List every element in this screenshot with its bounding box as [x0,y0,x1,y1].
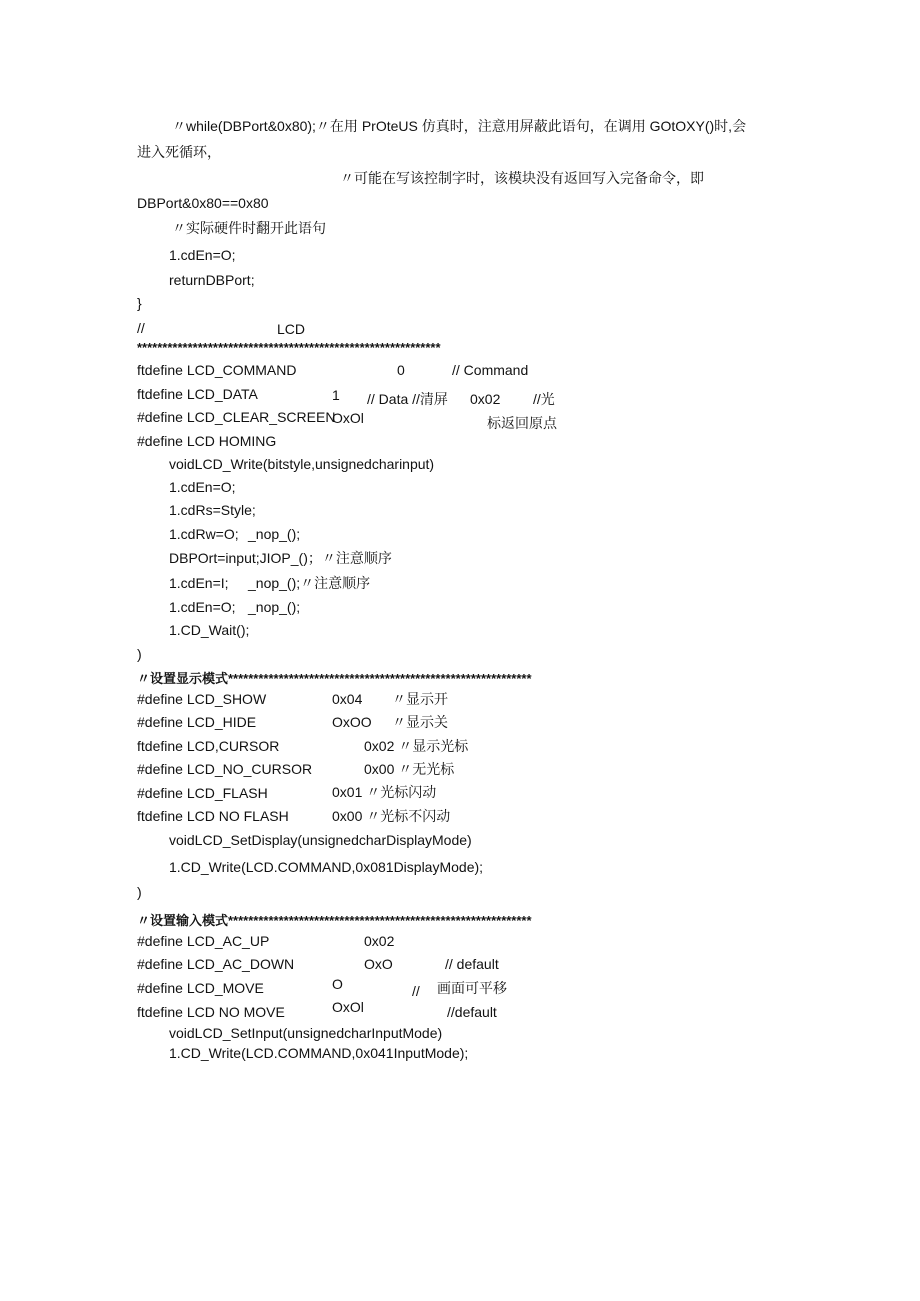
define-name: ftdefine LCD_COMMAND [137,362,297,378]
define-name: ftdefine LCD_DATA [137,386,258,402]
define-name: #define LCD_SHOW [137,691,267,707]
define-value: 0x01 〃光标闪动 [332,784,437,800]
code-line: 1.cdEn=I; [169,575,229,591]
code-line: 1.CD_Write(LCD.COMMAND,0x081DisplayMode); [169,859,484,875]
define-comment: 〃显示开 [392,691,448,707]
asterisk-divider: ************************************************************ [137,340,441,355]
function-signature: voidLCD_Write(bitstyle,unsignedcharinput) [169,456,435,472]
code-line: 1.cdEn=O; [169,479,236,495]
section-heading-input-mode: 〃设置输入模式************************************************************ [137,913,532,928]
define-name: #define LCD HOMING [137,433,277,449]
code-line: DBPOrt=input;JIOP_()；〃注意顺序 [169,550,392,566]
define-value: 0x02 [470,391,501,407]
code-line: ) [137,646,142,662]
function-signature: voidLCD_SetDisplay(unsignedcharDisplayMode) [169,832,472,848]
code-line: 1.cdRs=Style; [169,502,256,518]
define-comment: //光 [533,391,555,407]
code-line: 进入死循环， [137,144,221,160]
define-name: #define LCD_NO_CURSOR [137,761,313,777]
define-comment: // [412,983,420,999]
define-name: ftdefine LCD NO FLASH [137,808,289,824]
define-value: 0x00 〃无光标 [364,761,455,777]
code-line: 1.CD_Wait(); [169,622,250,638]
define-value: 1 [332,387,340,403]
code-line: LCD [277,321,306,337]
define-name: #define LCD_HIDE [137,714,257,730]
define-comment: // default [445,956,499,972]
section-heading-display-mode: 〃设置显示模式************************************************************ [137,671,532,686]
define-value: 0x02 [364,933,395,949]
code-line: 1.cdEn=O; [169,599,236,615]
define-value: OxOl [332,410,364,426]
code-line: returnDBPort; [169,272,255,288]
code-line: 〃while(DBPort&0x80);〃在用 PrOteUS 仿真时，注意用屏蔽此语句，在调用 GOtOXY()时,会 [172,118,747,134]
code-line: 1.cdRw=O; [169,526,239,542]
define-value: O [332,976,343,992]
define-value: OxOO [332,714,372,730]
define-value: 0x00 〃光标不闪动 [332,808,451,824]
code-line: _nop_(); [248,526,301,542]
define-comment: //default [447,1004,497,1020]
define-value: 0x02 〃显示光标 [364,738,469,754]
define-comment: 〃显示关 [392,714,448,730]
code-line: 1.cdEn=O; [169,247,236,263]
code-comment: // [137,320,145,336]
define-value: 0x04 [332,691,363,707]
define-comment: // Data //清屏 [367,391,448,407]
function-signature: voidLCD_SetInput(unsignedcharInputMode) [169,1025,443,1041]
code-line: _nop_();〃注意顺序 [248,575,371,591]
define-name: ftdefine LCD,CURSOR [137,738,280,754]
define-name: ftdefine LCD NO MOVE [137,1004,285,1020]
define-comment: // Command [452,362,529,378]
define-name: #define LCD_MOVE [137,980,264,996]
define-comment: 标返回原点 [487,415,557,431]
code-line: } [137,295,142,311]
define-value: OxOl [332,999,364,1015]
code-line: 1.CD_Write(LCD.COMMAND,0x041InputMode); [169,1045,469,1061]
define-value: OxO [364,956,393,972]
define-name: #define LCD_AC_DOWN [137,956,295,972]
code-line: DBPort&0x80==0x80 [137,195,269,211]
code-line: _nop_(); [248,599,301,615]
define-name: #define LCD_CLEAR_SCREEN [137,409,336,425]
code-line: 〃实际硬件时翻开此语句 [172,220,326,236]
code-line: ) [137,884,142,900]
define-name: #define LCD_FLASH [137,785,268,801]
define-name: #define LCD_AC_UP [137,933,270,949]
code-line: 〃可能在写该控制字时，该模块没有返回写入完备命令，即 [340,170,704,186]
define-value: 0 [397,362,405,378]
define-comment: 画面可平移 [437,980,507,996]
